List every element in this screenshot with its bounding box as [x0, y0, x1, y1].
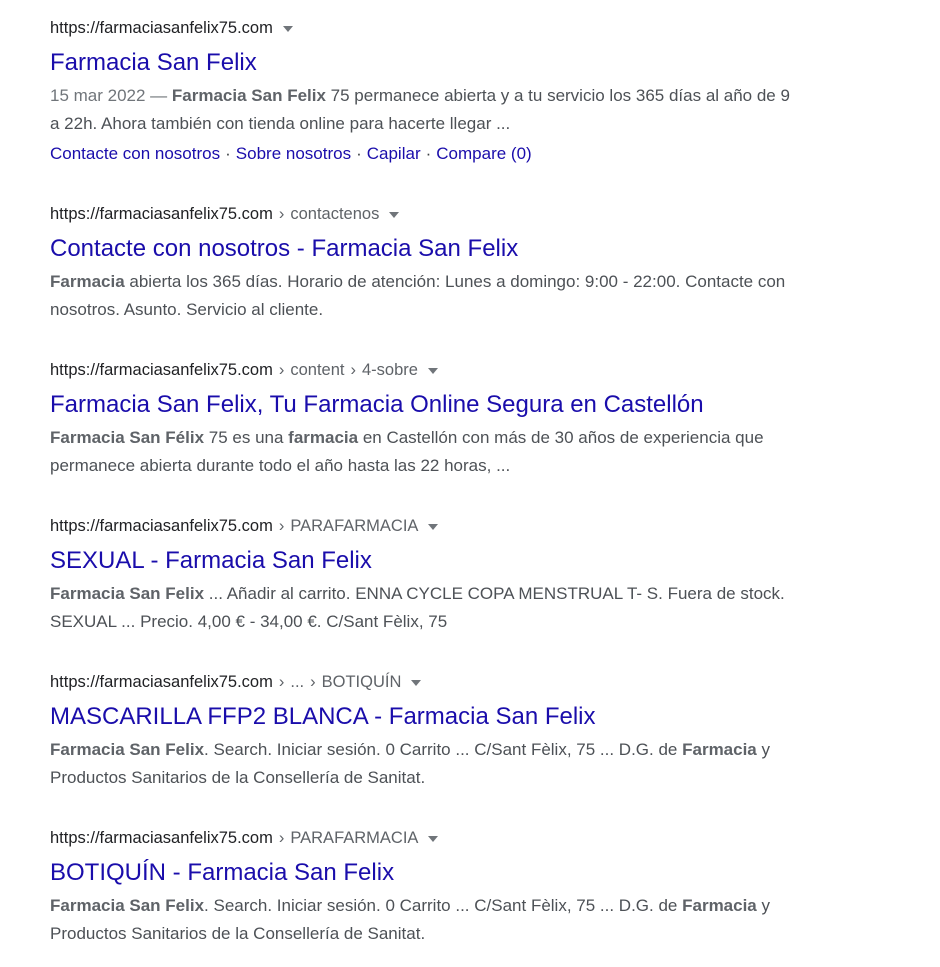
result-title-link[interactable]: BOTIQUÍN - Farmacia San Felix [50, 859, 395, 886]
breadcrumb [50, 670, 798, 694]
breadcrumb-separator: › [278, 205, 285, 223]
breadcrumb-separator: › [350, 361, 356, 379]
breadcrumb-crumb: ... [290, 673, 305, 691]
snippet-segment: 75 permanece abierta y a tu servicio los 365 días al año de 9 a 22h. Ahora también con tienda online para hacerte llegar ... [50, 86, 790, 133]
chevron-down-icon[interactable] [428, 836, 438, 842]
chevron-down-icon[interactable] [283, 26, 293, 32]
breadcrumb-path [273, 202, 379, 226]
breadcrumb-url[interactable]: https://farmaciasanfelix75.com [50, 205, 273, 223]
breadcrumb-crumb: content [290, 361, 345, 379]
breadcrumb-crumb: 4-sobre [361, 361, 418, 379]
result-title-link[interactable]: SEXUAL - Farmacia San Felix [50, 547, 372, 574]
result-snippet [50, 82, 792, 138]
snippet-segment: y Productos Sanitarios de la Consellería de Sanitat. [50, 896, 771, 943]
snippet-segment: . Search. Iniciar sesión. 0 Carrito ... C/Sant Fèlix, 75 ... D.G. de [204, 740, 683, 759]
snippet-segment: Farmacia San Felix [50, 584, 205, 603]
snippet-segment: abierta los 365 días. Horario de atención: Lunes a domingo: 9:00 - 22:00. Contacte con nosotros. Asunto. Servicio al cliente. [50, 272, 786, 319]
breadcrumb [50, 514, 798, 538]
result-snippet [50, 424, 792, 480]
breadcrumb [50, 16, 798, 40]
chevron-down-icon[interactable] [411, 680, 421, 686]
snippet-segment: . Search. Iniciar sesión. 0 Carrito ... C/Sant Fèlix, 75 ... D.G. de [204, 896, 683, 915]
chevron-down-icon[interactable] [389, 212, 399, 218]
sitelink[interactable]: Capilar [366, 144, 421, 163]
breadcrumb-separator: › [278, 517, 285, 535]
search-result [50, 826, 798, 948]
snippet-segment: en Castellón con más de 30 años de experiencia que permanece abierta durante todo el año hasta las 22 horas, ... [50, 428, 764, 475]
snippet-segment: y Productos Sanitarios de la Consellería de Sanitat. [50, 740, 771, 787]
result-snippet [50, 892, 792, 948]
snippet-segment: farmacia [288, 428, 359, 447]
result-title-link[interactable]: MASCARILLA FFP2 BLANCA - Farmacia San Felix [50, 703, 596, 730]
chevron-down-icon[interactable] [428, 524, 438, 530]
search-result [50, 670, 798, 792]
snippet-segment: Farmacia San Félix [50, 428, 205, 447]
result-title-link[interactable]: Farmacia San Felix, Tu Farmacia Online Segura en Castellón [50, 391, 704, 418]
search-result [50, 514, 798, 636]
snippet-segment: 75 es una [204, 428, 289, 447]
breadcrumb-path [273, 358, 418, 382]
result-snippet [50, 580, 792, 636]
sitelink-separator: · [356, 144, 362, 163]
breadcrumb-url[interactable]: https://farmaciasanfelix75.com [50, 517, 273, 535]
sitelink-separator: · [225, 144, 231, 163]
search-result [50, 202, 798, 324]
search-result [50, 358, 798, 480]
breadcrumb-path [273, 670, 402, 694]
breadcrumb-crumb: PARAFARMACIA [290, 829, 419, 847]
sitelink-separator: · [425, 144, 432, 163]
breadcrumb [50, 202, 798, 226]
snippet-segment: Farmacia San Felix [50, 740, 205, 759]
breadcrumb-crumb: PARAFARMACIA [290, 517, 419, 535]
snippet-segment: 15 mar 2022 — [50, 86, 172, 105]
sitelink[interactable]: Compare (0) [436, 144, 532, 163]
sitelink[interactable]: Contacte con nosotros [50, 144, 221, 163]
breadcrumb-url[interactable]: https://farmaciasanfelix75.com [50, 361, 273, 379]
snippet-segment: Farmacia [50, 272, 125, 291]
breadcrumb [50, 358, 798, 382]
breadcrumb-crumb: contactenos [290, 205, 380, 223]
breadcrumb-separator: › [278, 673, 285, 691]
breadcrumb-separator: › [278, 361, 285, 379]
breadcrumb-url[interactable]: https://farmaciasanfelix75.com [50, 673, 273, 691]
search-result [50, 16, 798, 168]
snippet-segment: Farmacia [682, 896, 757, 915]
breadcrumb-separator: › [278, 829, 285, 847]
breadcrumb-path [273, 826, 419, 850]
result-title-link[interactable]: Contacte con nosotros - Farmacia San Felix [50, 235, 519, 262]
breadcrumb-separator: › [310, 673, 316, 691]
snippet-segment: Farmacia San Felix [171, 86, 326, 105]
breadcrumb-path [273, 514, 419, 538]
breadcrumb [50, 826, 798, 850]
sitelink[interactable]: Sobre nosotros [235, 144, 352, 163]
sitelinks [50, 140, 798, 168]
result-title-link[interactable]: Farmacia San Felix [50, 49, 257, 76]
chevron-down-icon[interactable] [428, 368, 438, 374]
snippet-segment: Farmacia San Felix [50, 896, 205, 915]
snippet-segment: ... Añadir al carrito. ENNA CYCLE COPA MENSTRUAL T- S. Fuera de stock. SEXUAL ... Precio. 4,00 € - 34,00 €. C/Sant Fèlix, 75 [50, 584, 785, 631]
breadcrumb-url[interactable]: https://farmaciasanfelix75.com [50, 19, 273, 37]
result-snippet [50, 268, 792, 324]
breadcrumb-crumb: BOTIQUÍN [321, 673, 402, 691]
snippet-segment: Farmacia [682, 740, 757, 759]
result-snippet [50, 736, 792, 792]
breadcrumb-url[interactable]: https://farmaciasanfelix75.com [50, 829, 273, 847]
